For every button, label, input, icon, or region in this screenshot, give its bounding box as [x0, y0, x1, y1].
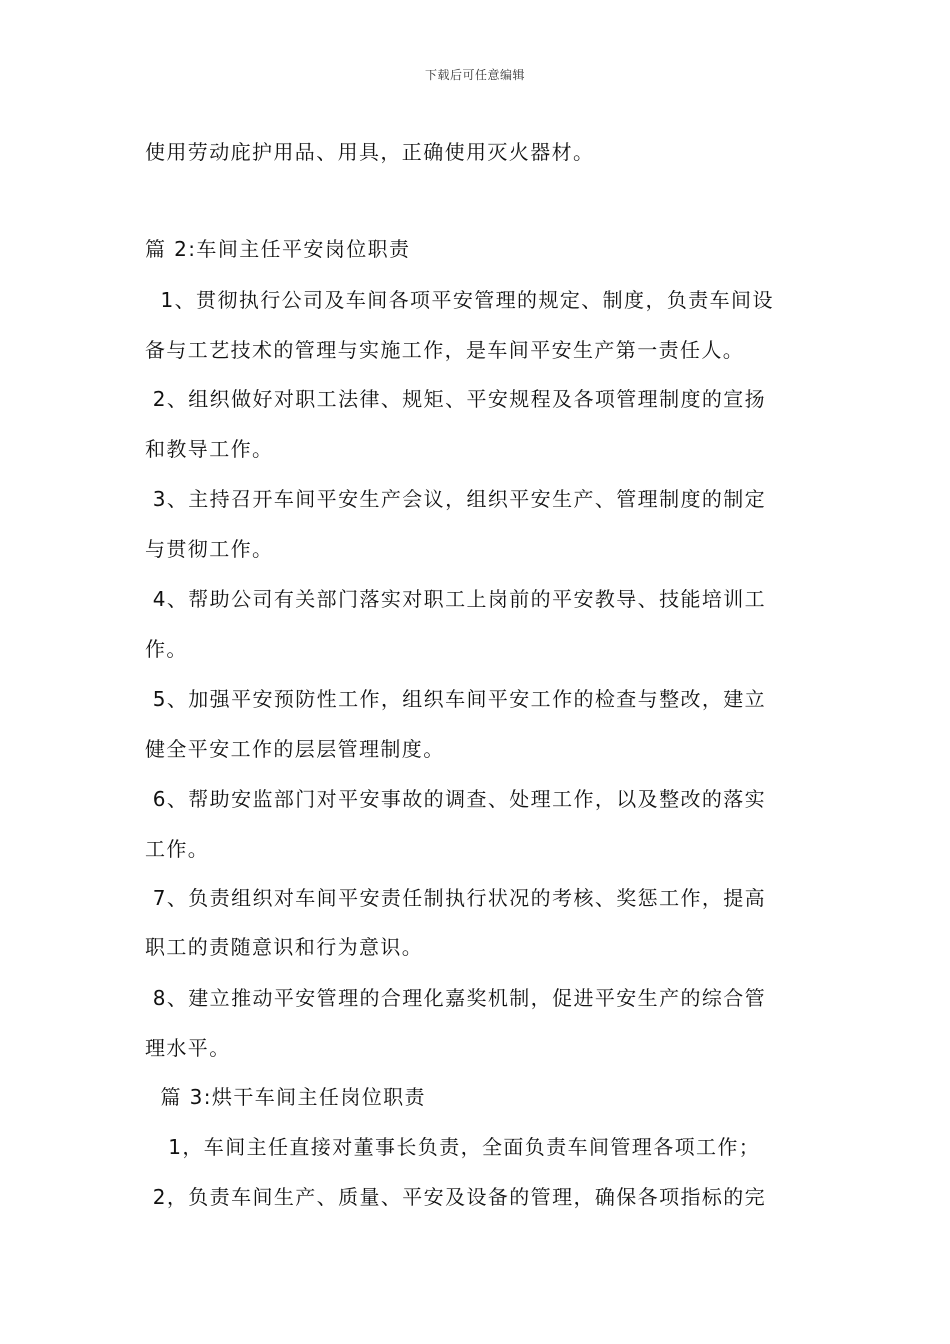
text-line: 使用劳动庇护用品、用具，正确使用灭火器材。: [145, 140, 595, 164]
text-line: 3、主持召开车间平安生产会议，组织平安生产、管理制度的制定: [145, 487, 767, 511]
text-line: 和教导工作。: [145, 437, 274, 461]
text-line: 4、帮助公司有关部门落实对职工上岗前的平安教导、技能培训工: [145, 587, 767, 611]
text-line: 工作。: [145, 837, 210, 861]
text-line: 与贯彻工作。: [145, 537, 274, 561]
text-line: 1、贯彻执行公司及车间各项平安管理的规定、制度，负责车间设: [145, 288, 774, 312]
text-line: 健全平安工作的层层管理制度。: [145, 737, 445, 761]
text-line: 作。: [145, 637, 188, 661]
text-line: 2，负责车间生产、质量、平安及设备的管理，确保各项指标的完: [145, 1185, 767, 1209]
text-line: 8、建立推动平安管理的合理化嘉奖机制，促进平安生产的综合管: [145, 986, 767, 1010]
text-line: 1，车间主任直接对董事长负责，全面负责车间管理各项工作；: [145, 1135, 761, 1159]
text-line: 5、加强平安预防性工作，组织车间平安工作的检查与整改，建立: [145, 687, 767, 711]
section-heading: 篇 3:烘干车间主任岗位职责: [145, 1085, 426, 1109]
text-line: 6、帮助安监部门对平安事故的调查、处理工作，以及整改的落实: [145, 787, 767, 811]
text-line: 2、组织做好对职工法律、规矩、平安规程及各项管理制度的宣扬: [145, 387, 767, 411]
text-line: 7、负责组织对车间平安责任制执行状况的考核、奖惩工作，提高: [145, 886, 767, 910]
text-line: 理水平。: [145, 1036, 231, 1060]
section-heading: 篇 2:车间主任平安岗位职责: [145, 237, 411, 261]
text-line: 职工的责随意识和行为意识。: [145, 935, 424, 959]
page-header-note: 下载后可任意编辑: [424, 68, 525, 82]
text-line: 备与工艺技术的管理与实施工作，是车间平安生产第一责任人。: [145, 338, 745, 362]
